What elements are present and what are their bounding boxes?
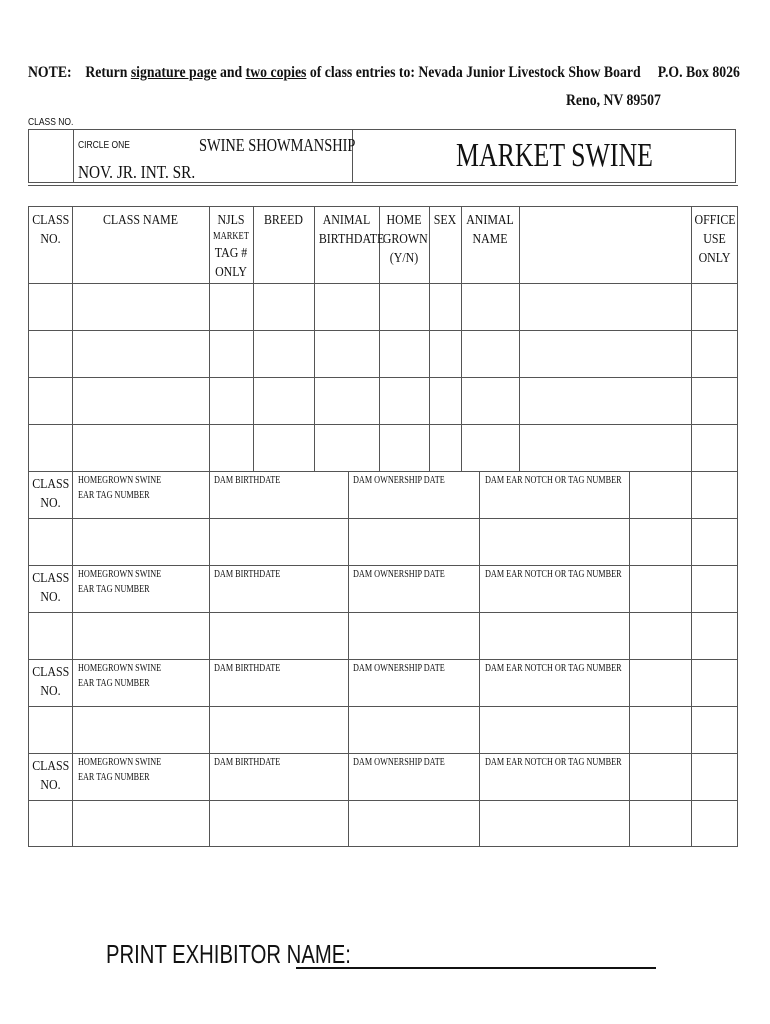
hg4-dam-ownership: DAM OWNERSHIP DATE bbox=[353, 757, 445, 768]
entry-grid bbox=[28, 206, 738, 847]
col-use: USE bbox=[703, 232, 726, 247]
col-njls-tag: TAG # bbox=[214, 246, 248, 261]
hg2-no-label: NO. bbox=[40, 590, 61, 605]
hg4-line2: EAR TAG NUMBER bbox=[78, 772, 150, 783]
hg2-dam-birthdate: DAM BIRTHDATE bbox=[214, 569, 281, 580]
col-yn: (Y/N) bbox=[389, 251, 419, 266]
col-birthdate: BIRTHDATE bbox=[318, 232, 385, 247]
note-text-1: Return bbox=[85, 64, 128, 81]
hg3-dam-ownership: DAM OWNERSHIP DATE bbox=[353, 663, 445, 674]
exhibitor-name-field[interactable] bbox=[296, 967, 656, 969]
col-office: OFFICE bbox=[694, 213, 736, 228]
col-office-only: ONLY bbox=[698, 251, 731, 266]
hg1-class-label: CLASS bbox=[32, 477, 70, 492]
header-underline bbox=[28, 185, 738, 186]
hg1-dam-ear: DAM EAR NOTCH OR TAG NUMBER bbox=[485, 475, 622, 486]
hg4-class-label: CLASS bbox=[32, 759, 70, 774]
note-text-3: of class entries to: Nevada Junior Livestock Show Board bbox=[309, 64, 641, 81]
hg2-dam-ear: DAM EAR NOTCH OR TAG NUMBER bbox=[485, 569, 622, 580]
note-two-copies: two copies bbox=[245, 64, 307, 81]
hg4-no-label: NO. bbox=[40, 778, 61, 793]
col-breed: BREED bbox=[263, 213, 303, 228]
col-grown: GROWN bbox=[382, 232, 428, 247]
col-njls-market: MARKET bbox=[213, 231, 249, 242]
hg1-dam-ownership: DAM OWNERSHIP DATE bbox=[353, 475, 445, 486]
note-city: Reno, NV 89507 bbox=[566, 92, 661, 109]
return-note bbox=[28, 64, 740, 82]
col-class-name: CLASS NAME bbox=[102, 213, 179, 228]
hg2-line2: EAR TAG NUMBER bbox=[78, 584, 150, 595]
col-animal: ANIMAL bbox=[466, 213, 514, 228]
note-text-2: and bbox=[220, 64, 243, 81]
form-title: MARKET SWINE bbox=[456, 137, 653, 174]
hg3-line1: HOMEGROWN SWINE bbox=[78, 663, 162, 674]
hg1-line2: EAR TAG NUMBER bbox=[78, 490, 150, 501]
col-animal-birthdate: ANIMAL bbox=[322, 213, 371, 228]
circle-one-label: CIRCLE ONE bbox=[78, 140, 130, 151]
showmanship-title: SWINE SHOWMANSHIP bbox=[199, 135, 356, 155]
col-njls: NJLS bbox=[217, 213, 245, 228]
hg4-dam-birthdate: DAM BIRTHDATE bbox=[214, 757, 281, 768]
hg1-dam-birthdate: DAM BIRTHDATE bbox=[214, 475, 281, 486]
print-exhibitor-label: PRINT EXHIBITOR NAME: bbox=[106, 939, 351, 969]
hg2-line1: HOMEGROWN SWINE bbox=[78, 569, 162, 580]
col-animal-name: NAME bbox=[472, 232, 508, 247]
hg4-dam-ear: DAM EAR NOTCH OR TAG NUMBER bbox=[485, 757, 622, 768]
hg2-class-label: CLASS bbox=[32, 571, 70, 586]
col-home: HOME bbox=[386, 213, 422, 228]
note-signature-page: signature page bbox=[130, 64, 217, 81]
hg3-line2: EAR TAG NUMBER bbox=[78, 678, 150, 689]
note-prefix: NOTE: bbox=[28, 64, 72, 81]
hg3-class-label: CLASS bbox=[32, 665, 70, 680]
hg1-no-label: NO. bbox=[40, 496, 61, 511]
hg3-dam-ear: DAM EAR NOTCH OR TAG NUMBER bbox=[485, 663, 622, 674]
note-po-box: P.O. Box 8026 bbox=[657, 64, 740, 81]
hg4-line1: HOMEGROWN SWINE bbox=[78, 757, 162, 768]
class-no-label: CLASS NO. bbox=[28, 117, 74, 128]
hg3-no-label: NO. bbox=[40, 684, 61, 699]
hg3-dam-birthdate: DAM BIRTHDATE bbox=[214, 663, 281, 674]
col-sex: SEX bbox=[433, 213, 457, 228]
col-class-no: CLASS NO. bbox=[32, 213, 70, 247]
hg2-dam-ownership: DAM OWNERSHIP DATE bbox=[353, 569, 445, 580]
division-options[interactable]: NOV. JR. INT. SR. bbox=[78, 162, 196, 182]
hg1-line1: HOMEGROWN SWINE bbox=[78, 475, 162, 486]
col-njls-only: ONLY bbox=[215, 265, 247, 280]
